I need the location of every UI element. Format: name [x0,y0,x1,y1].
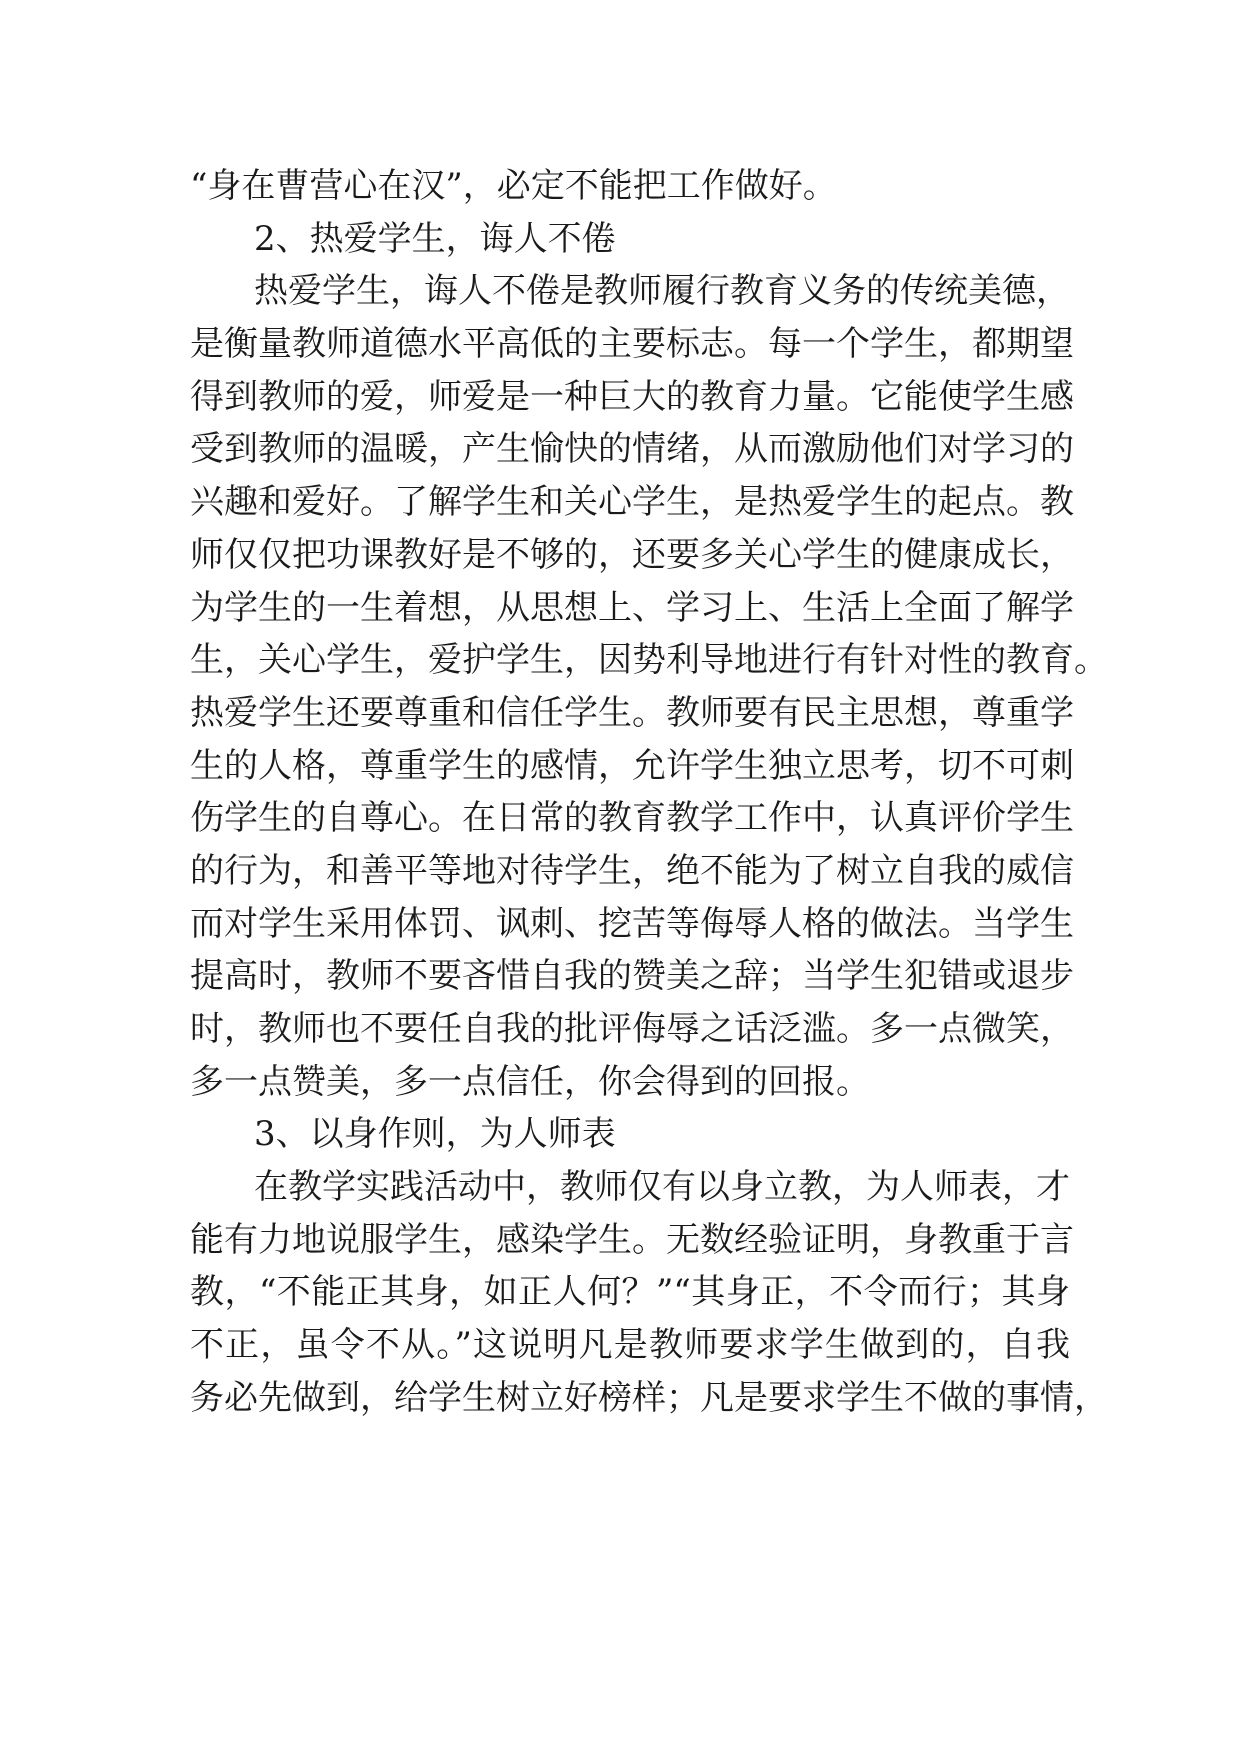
text-line: 务必先做到，给学生树立好榜样；凡是要求学生不做的事情， [190,1377,1108,1418]
text-line: 时，教师也不要任自我的批评侮辱之话泛滥。多一点微笑， [190,1009,1074,1049]
text-line: 兴趣和爱好。了解学生和关心学生，是热爱学生的起点。教 [190,482,1074,523]
text-line: 提高时，教师不要吝惜自我的赞美之辞；当学生犯错或退步 [190,956,1074,997]
paragraph-last-line: 多一点赞美，多一点信任，你会得到的回报。 [190,1061,870,1102]
text-line: 伤学生的自尊心。在日常的教育教学工作中，认真评价学生 [190,798,1074,839]
document-body [190,160,1108,1425]
paragraph-first-line: 在教学实践活动中，教师仅有以身立教，为人师表，才 [254,1167,1070,1208]
text-line: 热爱学生还要尊重和信任学生。教师要有民主思想，尊重学 [190,692,1074,733]
text-line: 为学生的一生着想，从思想上、学习上、生活上全面了解学 [190,587,1074,628]
text-line: 的行为，和善平等地对待学生，绝不能为了树立自我的威信 [190,850,1074,891]
text-line: 生，关心学生，爱护学生，因势利导地进行有针对性的教育。 [190,640,1108,681]
text-line: 而对学生采用体罚、讽刺、挖苦等侮辱人格的做法。当学生 [190,903,1074,944]
text-line: “身在曹营心在汉”，必定不能把工作做好。 [190,166,837,206]
section-heading: 3、以身作则，为人师表 [254,1114,616,1155]
text-line: 生的人格，尊重学生的感情，允许学生独立思考，切不可刺 [190,745,1074,786]
text-line: 师仅仅把功课教好是不够的，还要多关心学生的健康成长， [190,534,1074,575]
text-line: 不正，虽令不从。”这说明凡是教师要求学生做到的，自我 [190,1325,1070,1366]
text-line: 教，“不能正其身，如正人何？”“其身正，不令而行；其身 [190,1272,1070,1313]
text-line: 是衡量教师道德水平高低的主要标志。每一个学生，都期望 [190,324,1074,365]
section-heading: 2、热爱学生，诲人不倦 [254,218,616,259]
text-line: 受到教师的温暖，产生愉快的情绪，从而激励他们对学习的 [190,429,1074,470]
text-line: 能有力地说服学生，感染学生。无数经验证明，身教重于言 [190,1219,1074,1260]
paragraph-first-line: 热爱学生，诲人不倦是教师履行教育义务的传统美德， [254,271,1070,312]
text-line: 得到教师的爱，师爱是一种巨大的教育力量。它能使学生感 [190,376,1074,417]
